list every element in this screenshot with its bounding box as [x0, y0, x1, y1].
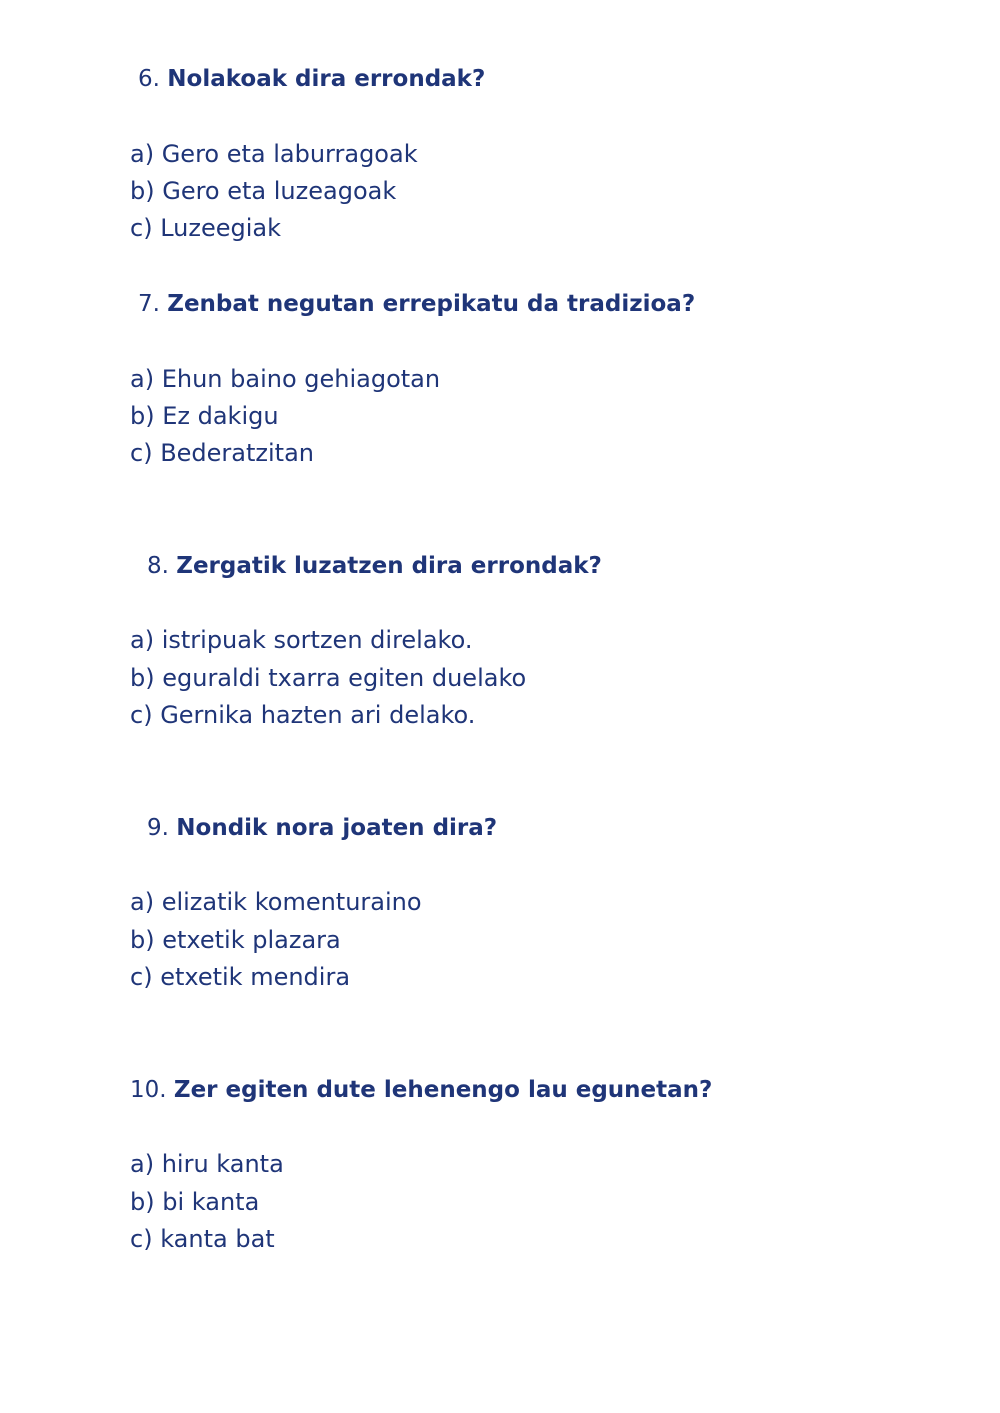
answer-option: b) Gero eta luzeagoak	[130, 177, 397, 205]
question-text: Nondik nora joaten dira?	[176, 815, 498, 841]
question-heading	[138, 289, 695, 319]
question-heading	[147, 551, 602, 581]
answer-option: b) eguraldi txarra egiten duelako	[130, 664, 527, 692]
answer-option: b) bi kanta	[130, 1188, 260, 1216]
answer-option: a) istripuak sortzen direlako.	[130, 626, 473, 654]
question-number: 8.	[147, 553, 169, 579]
answer-option: c) Bederatzitan	[130, 439, 314, 467]
question-text: Zenbat negutan errepikatu da tradizioa?	[167, 291, 696, 317]
answer-option: c) kanta bat	[130, 1225, 275, 1253]
answer-option: a) Gero eta laburragoak	[130, 140, 418, 168]
question-number: 7.	[138, 291, 160, 317]
answer-option: c) Luzeegiak	[130, 214, 281, 242]
answer-option: b) etxetik plazara	[130, 926, 341, 954]
question-number: 10.	[130, 1077, 167, 1103]
question-number: 6.	[138, 66, 160, 92]
answer-option: c) etxetik mendira	[130, 963, 351, 991]
answer-option: a) elizatik komenturaino	[130, 888, 422, 916]
question-heading	[147, 813, 497, 843]
question-number: 9.	[147, 815, 169, 841]
answer-option: a) hiru kanta	[130, 1150, 284, 1178]
question-heading	[138, 64, 485, 94]
question-text: Nolakoak dira errondak?	[167, 66, 486, 92]
question-text: Zergatik luzatzen dira errondak?	[176, 553, 602, 579]
answer-option: a) Ehun baino gehiagotan	[130, 365, 441, 393]
question-text: Zer egiten dute lehenengo lau egunetan?	[173, 1077, 713, 1103]
answer-option: c) Gernika hazten ari delako.	[130, 701, 476, 729]
answer-option: b) Ez dakigu	[130, 402, 279, 430]
question-heading	[130, 1075, 712, 1105]
